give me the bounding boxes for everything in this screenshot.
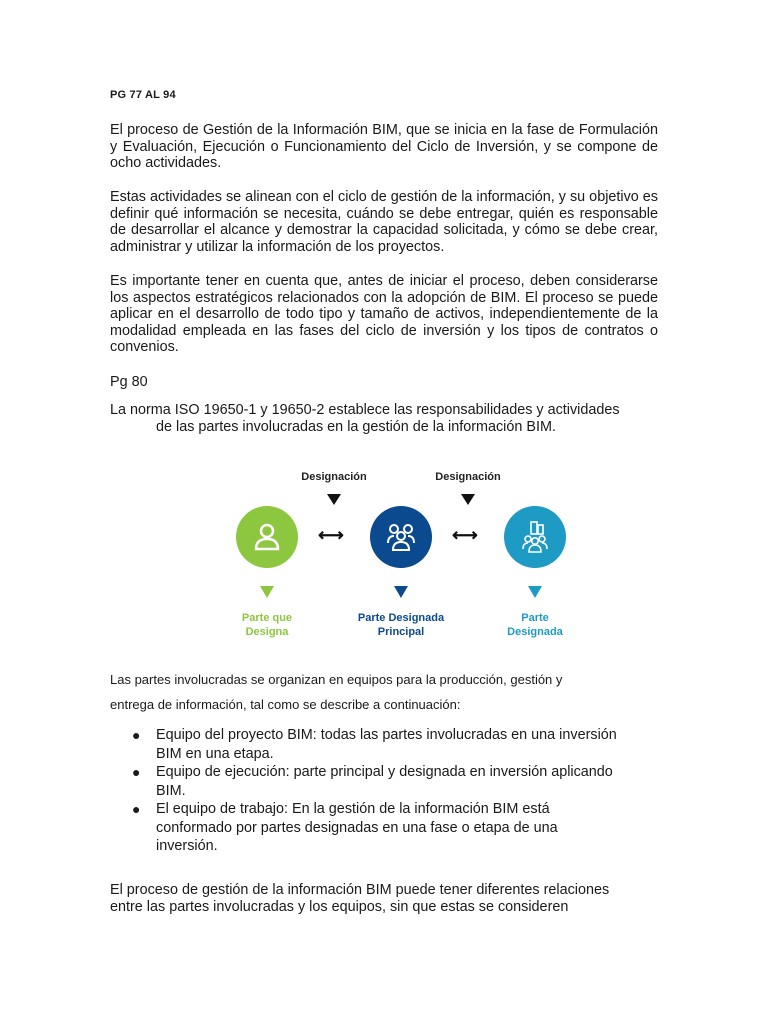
caption-parte-designada: Parte Designada [507, 612, 563, 638]
org-line-2: entrega de información, tal como se describe a continuación: [110, 697, 461, 712]
iso-line-2: de las partes involucradas en la gestión de la información BIM. [156, 419, 556, 435]
bim-parties-diagram [224, 462, 584, 652]
page-heading: PG 77 AL 94 [110, 89, 176, 101]
page-reference: Pg 80 [110, 374, 148, 390]
bullet-icon: ● [132, 727, 141, 743]
caption-parte-designada-principal: Parte Designada Principal [357, 612, 445, 638]
list-item: ● Equipo de ejecución: parte principal y designada en inversión aplicando BIM. [132, 764, 613, 799]
list-item: ● El equipo de trabajo: En la gestión de la información BIM está conformado por partes designadas en una fase o etapa de una inversión. [132, 801, 558, 854]
parte-designada-principal-circle [370, 506, 432, 568]
down-triangle-icon [394, 586, 408, 598]
down-triangle-icon [461, 494, 475, 505]
iso-line-1: La norma ISO 19650-1 y 19650-2 establece las responsabilidades y actividades [110, 402, 620, 418]
down-triangle-icon [528, 586, 542, 598]
caption-parte-que-designa: Parte que Designa [241, 612, 293, 638]
iso-paragraph [110, 402, 658, 436]
down-triangle-icon [327, 494, 341, 505]
paragraph-3: Es importante tener en cuenta que, antes de iniciar el proceso, deben considerarse los aspectos estratégicos relacionados con la adopción de BIM. El proceso se puede aplicar en el desarrollo de todo tipo y tamaño de activos, independientemente de la modalidad empleada en las fases del ciclo de inversión y los tipos de contratos o convenios. [110, 273, 658, 356]
designacion-label-right: Designación [435, 471, 501, 483]
bullet-icon: ● [132, 801, 141, 817]
bidirectional-arrow-icon: ⟷ [318, 525, 344, 545]
person-icon [249, 519, 285, 555]
final-paragraph: El proceso de gestión de la información BIM puede tener diferentes relaciones entre las partes involucradas y los equipos, sin que estas se consideren [110, 882, 610, 915]
down-triangle-icon [260, 586, 274, 598]
parte-que-designa-circle [236, 506, 298, 568]
paragraph-2: Estas actividades se alinean con el ciclo de gestión de la información, y su objetivo es definir qué información se necesita, cuándo se debe entregar, quién es responsable de desarrollar el alcance y demostrar la capacidad solicitada, y cómo se debe crear, administrar y utilizar la información de los proyectos. [110, 189, 658, 255]
org-line-1: Las partes involucradas se organizan en equipos para la producción, gestión y [110, 672, 563, 687]
bullet-icon: ● [132, 764, 141, 780]
team-building-icon [517, 519, 553, 555]
designacion-label-left: Designación [301, 471, 367, 483]
group-icon [383, 519, 419, 555]
paragraph-1: El proceso de Gestión de la Información BIM, que se inicia en la fase de Formulación y Evaluación, Ejecución o Funcionamiento del Ciclo de Inversión, y se compone de ocho actividades. [110, 122, 658, 172]
team-list [110, 726, 658, 856]
bidirectional-arrow-icon: ⟷ [452, 525, 478, 545]
list-item: ● Equipo del proyecto BIM: todas las partes involucradas en una inversión BIM en una etapa. [132, 727, 617, 762]
parte-designada-circle [504, 506, 566, 568]
